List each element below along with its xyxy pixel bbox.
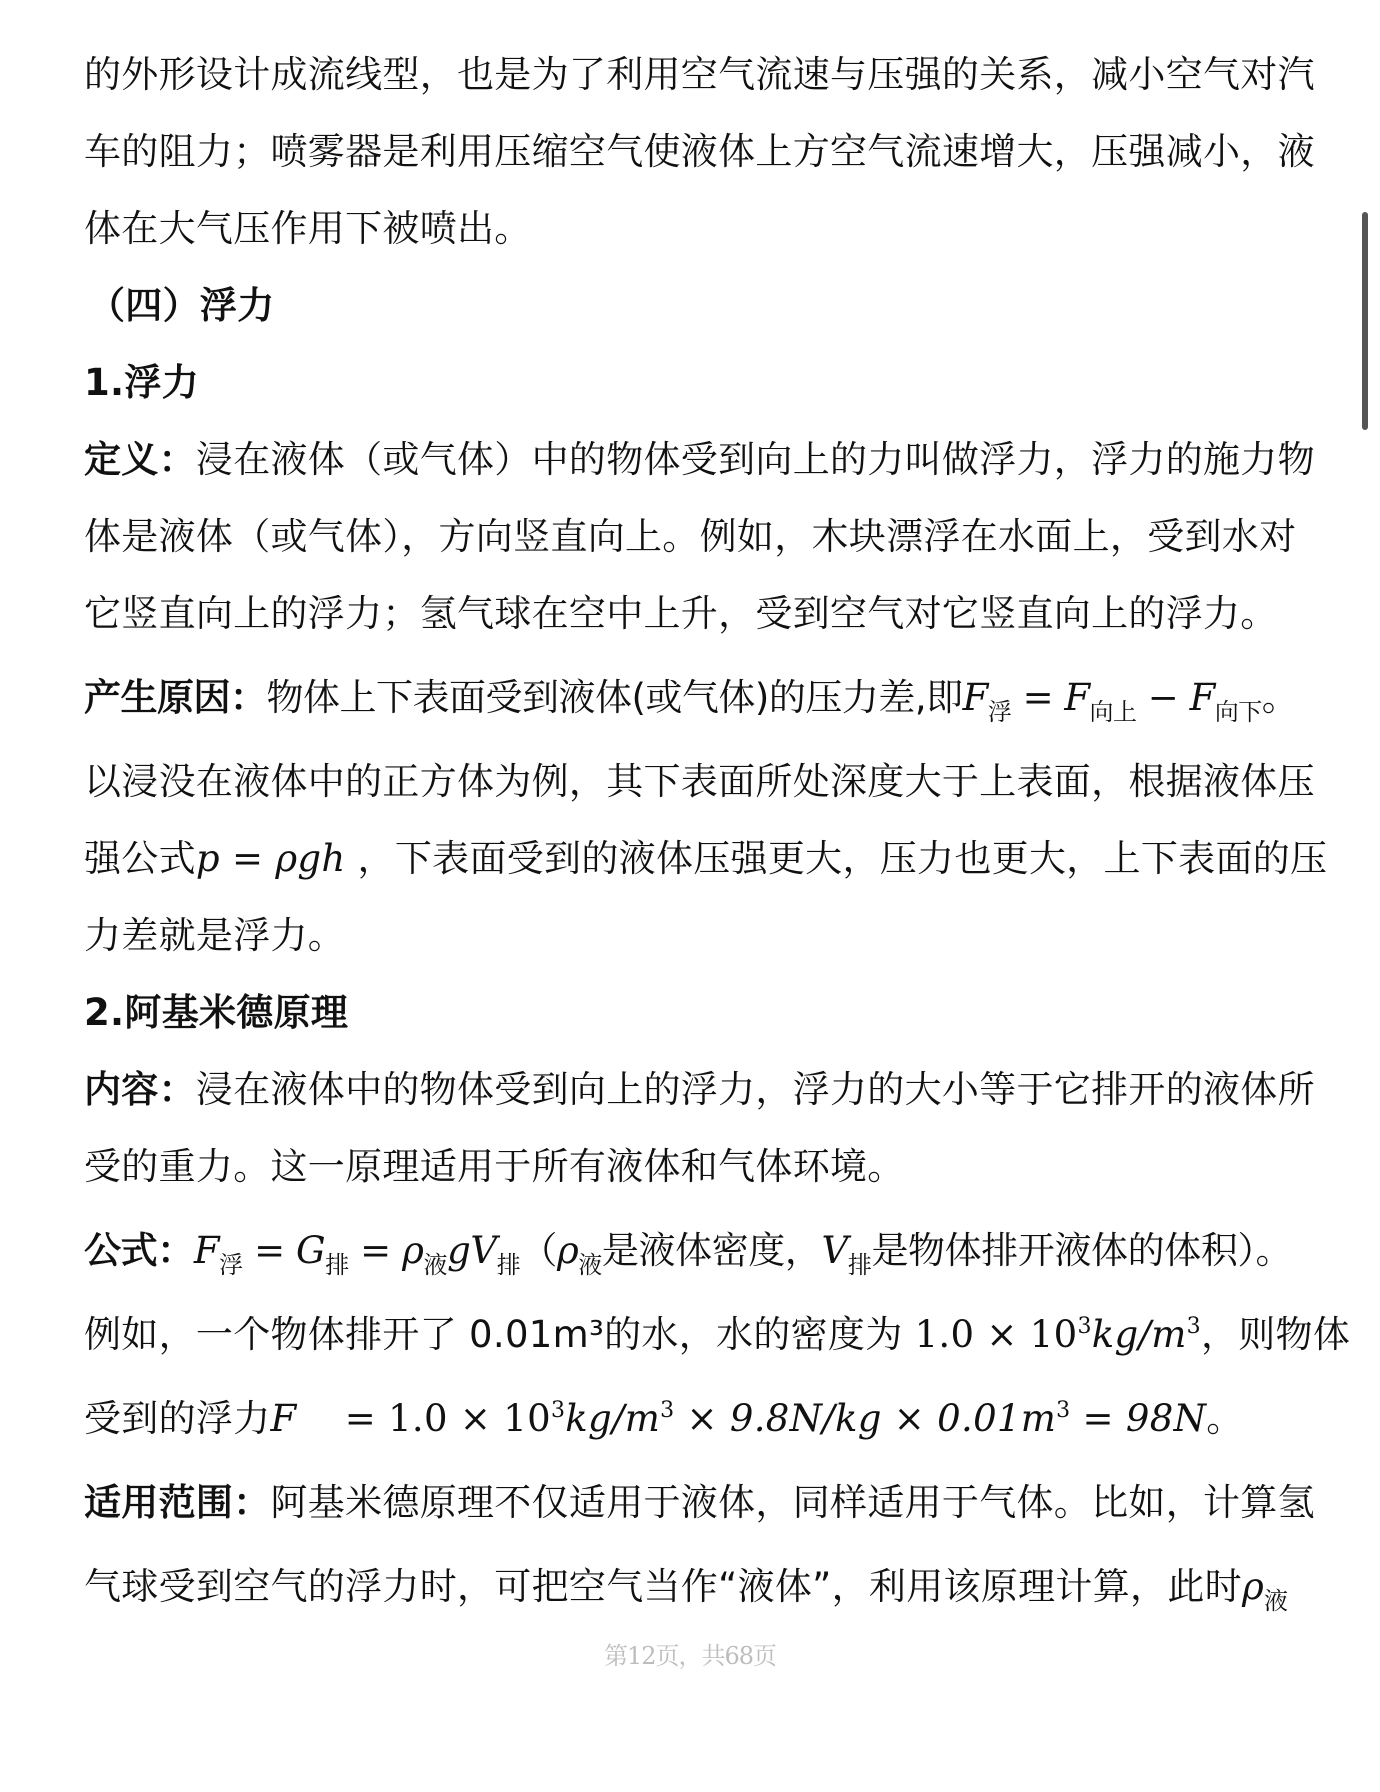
text-line: 力差就是浮力。: [84, 914, 346, 957]
buoyancy-difference-formula: $F_浮 = F_{向上} - F_{向下}$: [962, 676, 1262, 726]
definition-line: [84, 437, 1315, 483]
page-content: [84, 52, 1351, 1615]
content-line: 内容：浸在液体中的物体受到向上的浮力，浮力的大小等于它排开的液体所: [84, 1068, 1315, 1111]
example-line: 例如，一个物体排开了 0.01m³的水，水的密度为 $1.0 \times 10^3kg/m^3$，则物体: [84, 1313, 1351, 1356]
content-label: 内容：: [84, 1068, 196, 1111]
archimedes-formula: $F_浮 = G_排 = \rho_液gV_排$: [193, 1229, 521, 1279]
calculation-line: 受到的浮力F = $1.0 \times 10^3kg/m^3 \times 9.8N/kg \times 0.01m^3 = 98N$。: [84, 1397, 1244, 1440]
text-line: 受的重力。这一原理适用于所有液体和气体环境。: [84, 1145, 905, 1188]
section-heading: （四）浮力: [88, 284, 275, 327]
text-line: 体是液体（或气体），方向竖直向上。例如，木块漂浮在水面上，受到水对: [84, 515, 1297, 558]
text-line: 车的阻力；喷雾器是利用压缩空气使液体上方空气流速增大，压强减小，液: [84, 130, 1315, 173]
cause-line: 产生原因：物体上下表面受到液体(或气体)的压力差,即$F_浮 = F_{向上} - F_{向下}$。: [84, 676, 1299, 726]
subsection-heading-buoyancy: 1.浮力: [84, 361, 200, 404]
definition-label: 定义：: [84, 438, 196, 481]
pressure-formula-line: 强公式p = ρgh ，下表面受到的液体压强更大，压力也更大，上下表面的压: [84, 837, 1328, 880]
text-line: 以浸没在液体中的正方体为例，其下表面所处深度大于上表面，根据液体压: [84, 760, 1315, 803]
formula-label: 公式：: [84, 1229, 194, 1272]
buoyancy-calculation: F = $1.0 \times 10^3kg/m^3 \times 9.8N/kg \times 0.01m^3 = 98N$: [270, 1397, 1207, 1440]
pressure-formula: p = ρgh: [195, 837, 346, 880]
text-line: 气球受到空气的浮力时，可把空气当作“液体”，利用该原理计算，此时$\rho_液$: [84, 1565, 1289, 1615]
scrollbar[interactable]: [1362, 212, 1368, 430]
cause-text: 物体上下表面受到液体(或气体)的压力差,即: [266, 676, 963, 719]
text-line: 它竖直向上的浮力；氢气球在空中上升，受到空气对它竖直向上的浮力。: [84, 592, 1278, 635]
text-line: 的外形设计成流线型，也是为了利用空气流速与压强的关系，减小空气对汽: [84, 53, 1315, 96]
subsection-heading-archimedes: 2.阿基米德原理: [84, 991, 349, 1034]
text-line: 体在大气压作用下被喷出。: [84, 207, 532, 250]
density-value: $1.0 \times 10^3kg/m^3$: [914, 1313, 1201, 1356]
definition-text: 浸在液体（或气体）中的物体受到向上的力叫做浮力，浮力的施力物: [195, 438, 1315, 481]
scope-label: 适用范围：: [84, 1481, 271, 1524]
page-number-footer: 第12页，共68页: [603, 1642, 777, 1670]
cause-label: 产生原因：: [84, 676, 267, 719]
archimedes-formula-line: 公式：$F_浮 = G_排 = \rho_液gV_排(\rho_液$是液体密度，$V_排$是物体排开液体的体积）。: [84, 1229, 1293, 1279]
scope-line: 适用范围：阿基米德原理不仅适用于液体，同样适用于气体。比如，计算氢: [84, 1481, 1315, 1524]
